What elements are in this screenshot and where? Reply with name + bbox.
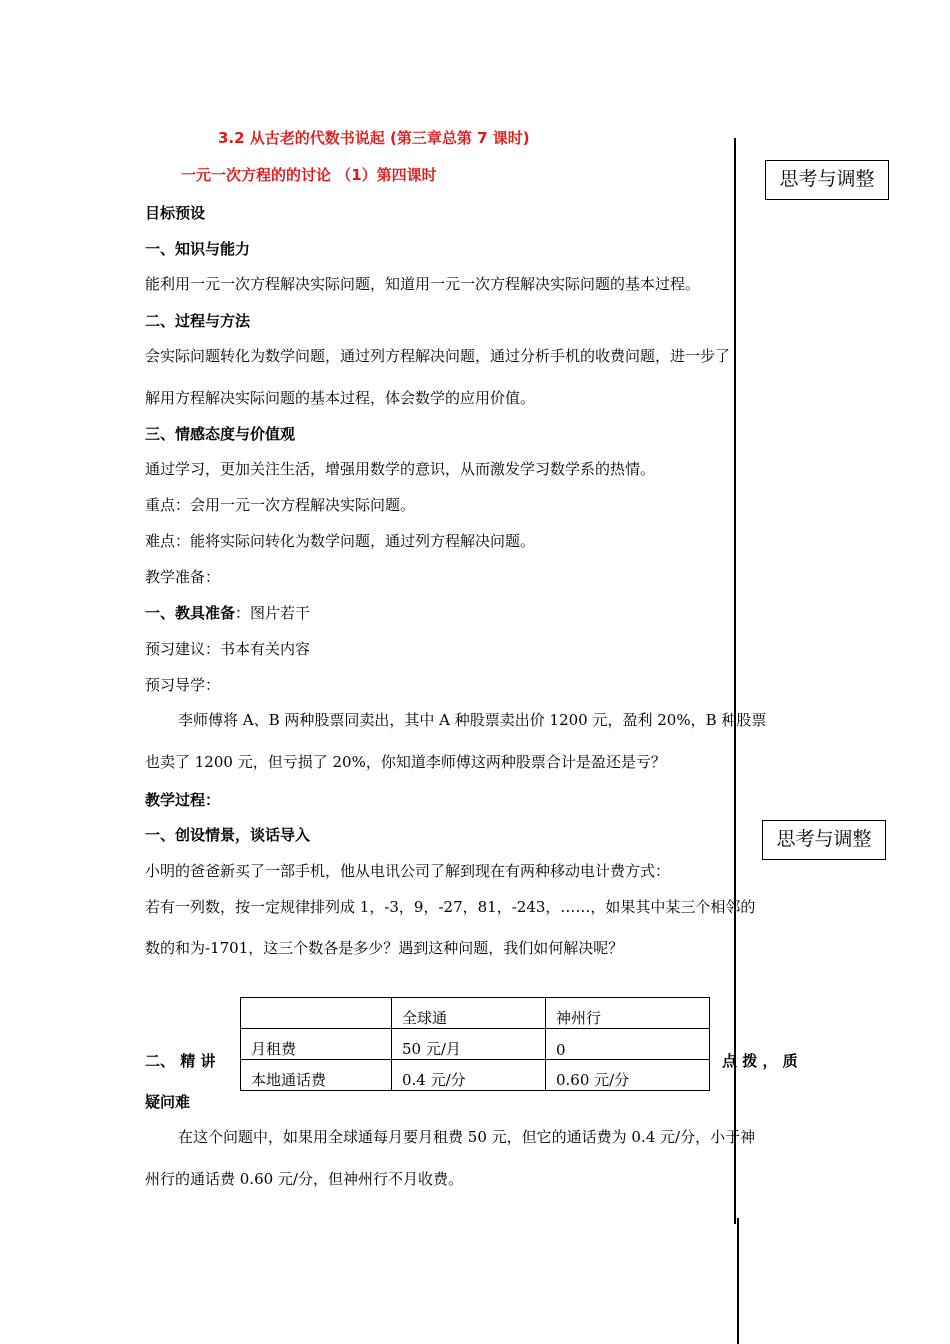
lesson-subtitle: 一元一次方程的的讨论 （1）第四课时 xyxy=(181,166,437,184)
paragraph: 预习导学： xyxy=(145,676,221,694)
table-row xyxy=(241,998,710,1029)
fee-table xyxy=(240,997,710,1091)
paragraph: 李师傅将 A、B 两种股票同卖出，其中 A 种股票卖出价 1200 元，盈利 20%，B 种股票 xyxy=(178,711,767,729)
paragraph: 能利用一元一次方程解决实际问题，知道用一元一次方程解决实际问题的基本过程。 xyxy=(145,275,701,293)
section-heading: 二、 精 讲 xyxy=(145,1052,216,1070)
section-heading: 一、知识与能力 xyxy=(145,240,251,258)
tools-text: ：图片若干 xyxy=(235,604,311,622)
section-heading: 一、创设情景，谈话导入 xyxy=(145,826,311,844)
table-cell: 本地通话费 xyxy=(241,1060,392,1091)
paragraph: 州行的通话费 0.60 元/分，但神州行不月收费。 xyxy=(145,1170,463,1188)
table-cell: 0.60 元/分 xyxy=(546,1060,710,1091)
section-heading: 点 拨 ， 质 xyxy=(722,1052,798,1070)
paragraph xyxy=(145,602,310,623)
table-cell: 0.4 元/分 xyxy=(392,1060,546,1091)
section-heading: 疑问难 xyxy=(145,1093,191,1111)
paragraph: 预习建议：书本有关内容 xyxy=(145,640,311,658)
paragraph: 若有一列数，按一定规律排列成 1，-3，9，-27，81，-243，……，如果其中某三个相邻的 xyxy=(145,898,756,916)
section-heading: 三、情感态度与价值观 xyxy=(145,425,296,443)
difficulty: 难点：能将实际问转化为数学问题，通过列方程解决问题。 xyxy=(145,532,536,550)
paragraph: 小明的爸爸新买了一部手机，他从电讯公司了解到现在有两种移动电计费方式： xyxy=(145,862,671,880)
key-point: 重点：会用一元一次方程解决实际问题。 xyxy=(145,496,416,514)
section-heading: 二、过程与方法 xyxy=(145,312,251,330)
paragraph: 会实际问题转化为数学问题，通过列方程解决问题，通过分析手机的收费问题，进一步了 xyxy=(145,347,731,365)
paragraph: 解用方程解决实际问题的基本过程，体会数学的应用价值。 xyxy=(145,389,536,407)
section-heading: 目标预设 xyxy=(145,204,206,222)
table-cell: 50 元/月 xyxy=(392,1029,546,1060)
table-cell: 月租费 xyxy=(241,1029,392,1060)
paragraph: 在这个问题中，如果用全球通每月要月租费 50 元，但它的通话费为 0.4 元/分，小于神 xyxy=(178,1128,756,1146)
table-header: 全球通 xyxy=(392,998,546,1029)
table-cell xyxy=(241,998,392,1029)
tools-label: 一、教具准备 xyxy=(145,604,236,622)
paragraph: 通过学习，更加关注生活，增强用数学的意识，从而激发学习数学系的热情。 xyxy=(145,460,656,478)
table-row xyxy=(241,1060,710,1091)
reflection-box: 思考与调整 xyxy=(762,820,886,860)
lesson-title: 3.2 从古老的代数书说起 (第三章总第 7 课时) xyxy=(218,129,530,147)
table-row xyxy=(241,1029,710,1060)
table-header: 神州行 xyxy=(546,998,710,1029)
paragraph: 数的和为-1701，这三个数各是多少？遇到这种问题，我们如何解决呢？ xyxy=(145,939,624,957)
paragraph: 也卖了 1200 元，但亏损了 20%，你知道李师傅这两种股票合计是盈还是亏？ xyxy=(145,753,666,771)
paragraph: 教学准备： xyxy=(145,568,221,586)
section-heading: 教学过程： xyxy=(145,791,221,809)
table-cell: 0 xyxy=(546,1029,710,1060)
reflection-box: 思考与调整 xyxy=(765,160,889,200)
divider-line-lower xyxy=(737,1218,739,1344)
